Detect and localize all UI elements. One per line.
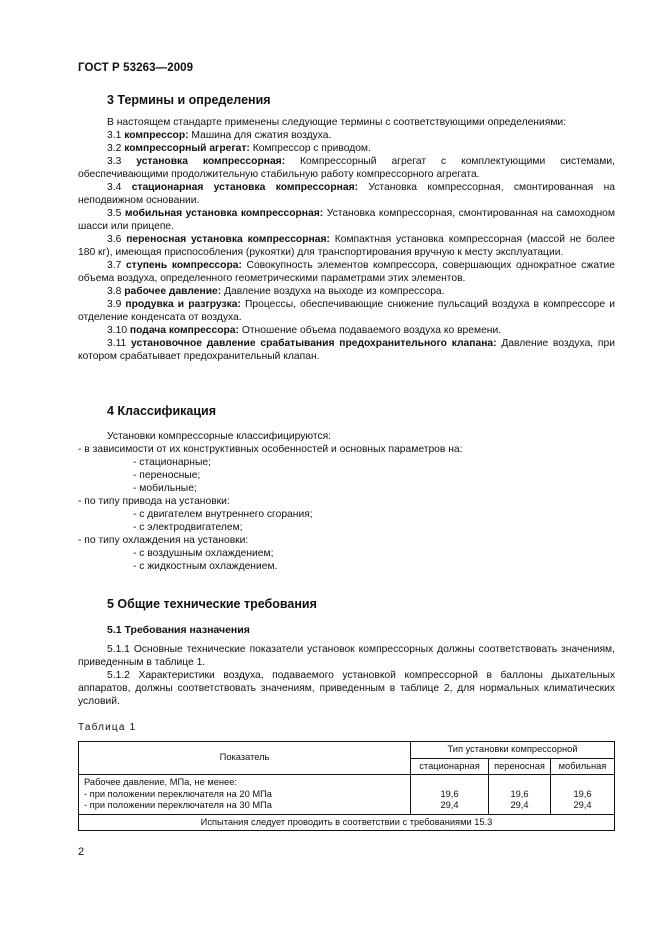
parameter-line: Рабочее давление, МПа, не менее: [84, 777, 237, 787]
column-header-portable: переносная [489, 758, 551, 775]
term-number: 3.9 [107, 299, 122, 310]
term-number: 3.2 [107, 143, 122, 154]
column-header-parameter: Показатель [79, 742, 411, 775]
term-number: 3.6 [107, 234, 122, 245]
classification-item: - мобильные; [133, 483, 197, 494]
section-3-intro: В настоящем стандарте применены следующие термины с соответствующими определениями: [107, 117, 567, 128]
value: 19,6 [510, 788, 529, 799]
term-definition-text: Отношение объема подаваемого воздуха ко времени. [238, 325, 502, 336]
classification-item: - с воздушным охлаждением; [133, 548, 274, 559]
term-name: ступень компрессора: [125, 260, 242, 271]
term-definition-text: Совокупность элементов компрессора, совершающих однократное сжатие объема воздуха, определенного геометрическими параметрами этих элементов. [78, 260, 616, 284]
classification-item: - с электродвигателем; [133, 522, 243, 533]
value-cell-mobile [550, 775, 614, 815]
value: 29,4 [440, 800, 459, 810]
term-definition-text: Компрессор с приводом. [249, 143, 371, 154]
term-name: мобильная установка компрессорная: [124, 208, 324, 219]
term-name: стационарная установка компрессорная: [131, 182, 359, 193]
paragraph-5-1-1: 5.1.1 Основные технические показатели установок компрессорных должны соответствовать значениям, приведенным в таблице 1. [78, 644, 615, 668]
term-name: компрессорный агрегат: [124, 143, 250, 154]
term-definition [78, 285, 615, 298]
value-cell-portable [489, 775, 551, 815]
table-row [79, 775, 615, 815]
parameter-cell [79, 775, 411, 815]
value: 19,6 [440, 788, 459, 799]
term-number: 3.11 [107, 338, 127, 349]
column-group-header: Тип установки компрессорной [411, 742, 615, 759]
term-name: продувка и разгрузка: [125, 299, 241, 310]
term-name: подача компрессора: [129, 325, 239, 336]
column-header-mobile: мобильная [550, 758, 614, 775]
classification-item: - с двигателем внутреннего сгорания; [133, 509, 313, 520]
terms-list [78, 116, 615, 363]
term-name: переносная установка компрессорная: [126, 234, 330, 245]
term-name: установка компрессорная: [136, 156, 286, 167]
term-number: 3.1 [107, 130, 122, 141]
page-number: 2 [78, 846, 85, 858]
parameter-line: - при положении переключателя на 30 МПа [84, 800, 272, 810]
term-definition-text: Установка компрессорная, смонтированная на самоходном шасси или прицепе. [78, 208, 615, 232]
term-definition [78, 337, 615, 363]
value: 29,4 [510, 800, 529, 810]
term-definition-text: Компактная установка компрессорная (массой не более 180 кг), имеющая приспособления (рукоятки) для транспортирования вручную к месту эксплуатации. [78, 234, 615, 258]
term-definition [78, 298, 615, 324]
classification-item: - по типу охлаждения на установки: [78, 535, 249, 546]
term-definition [78, 129, 615, 142]
term-number: 3.5 [107, 208, 122, 219]
term-number: 3.8 [107, 286, 122, 297]
term-definition [78, 155, 615, 181]
table-caption: Таблица 1 [78, 722, 137, 733]
term-definition [78, 181, 615, 207]
term-number: 3.10 [107, 325, 128, 336]
term-definition [78, 207, 615, 233]
classification-item: - переносные; [133, 470, 201, 481]
table-footnote: Испытания следует проводить в соответствии с требованиями 15.3 [79, 814, 615, 831]
term-definition-text: Компрессорный агрегат с комплектующими системами, обеспечивающими продолжительную стабильную работу компрессорного агрегата. [78, 156, 615, 180]
value-cell-stationary [411, 775, 489, 815]
section-5-paragraphs [78, 643, 615, 708]
section-5-title: 5 Общие технические требования [107, 597, 317, 611]
table-1 [78, 741, 615, 831]
term-name: компрессор: [124, 130, 189, 141]
value: 19,6 [573, 788, 592, 799]
classification-item: - в зависимости от их конструктивных особенностей и основных параметров на: [78, 444, 463, 455]
term-number: 3.7 [107, 260, 122, 271]
table-footer-row [79, 814, 615, 831]
value: 29,4 [573, 800, 592, 810]
term-definition [78, 233, 615, 259]
classification-list [78, 430, 615, 573]
term-definition-text: Давление воздуха на выходе из компрессора. [221, 286, 445, 297]
classification-item: - с жидкостным охлаждением. [133, 561, 278, 572]
term-name: рабочее давление: [124, 286, 222, 297]
term-definition-text: Давление воздуха, при котором срабатывает предохранительный клапан. [78, 338, 615, 362]
term-number: 3.3 [107, 156, 122, 167]
term-definition [78, 259, 615, 285]
classification-item: Установки компрессорные классифицируются: [107, 431, 332, 442]
term-definition-text: Установка компрессорная, смонтированная на неподвижном основании. [78, 182, 615, 206]
term-definition [78, 142, 615, 155]
classification-item: - по типу привода на установки: [78, 496, 230, 507]
standard-header: ГОСТ Р 53263—2009 [78, 62, 194, 74]
classification-item: - стационарные; [133, 457, 211, 468]
section-3-title: 3 Термины и определения [107, 93, 271, 107]
section-4-title: 4 Классификация [107, 404, 217, 418]
section-5-1-title: 5.1 Требования назначения [107, 624, 250, 636]
table-header-row [79, 742, 615, 759]
paragraph-5-1-2: 5.1.2 Характеристики воздуха, подаваемого установкой компрессорной в баллоны дыхательных аппаратов, должны соответствовать значениям, приведенным в таблице 2, для нормальных климатических условий. [78, 670, 615, 707]
term-definition-text: Машина для сжатия воздуха. [188, 130, 332, 141]
parameter-line: - при положении переключателя на 20 МПа [84, 788, 272, 799]
column-header-stationary: стационарная [411, 758, 489, 775]
term-definition [78, 324, 615, 337]
term-name: установочное давление срабатывания предохранительного клапана: [131, 338, 497, 349]
term-number: 3.4 [107, 182, 122, 193]
term-definition-text: Процессы, обеспечивающие снижение пульсаций воздуха в компрессоре и отделение конденсата от воздуха. [78, 299, 615, 323]
